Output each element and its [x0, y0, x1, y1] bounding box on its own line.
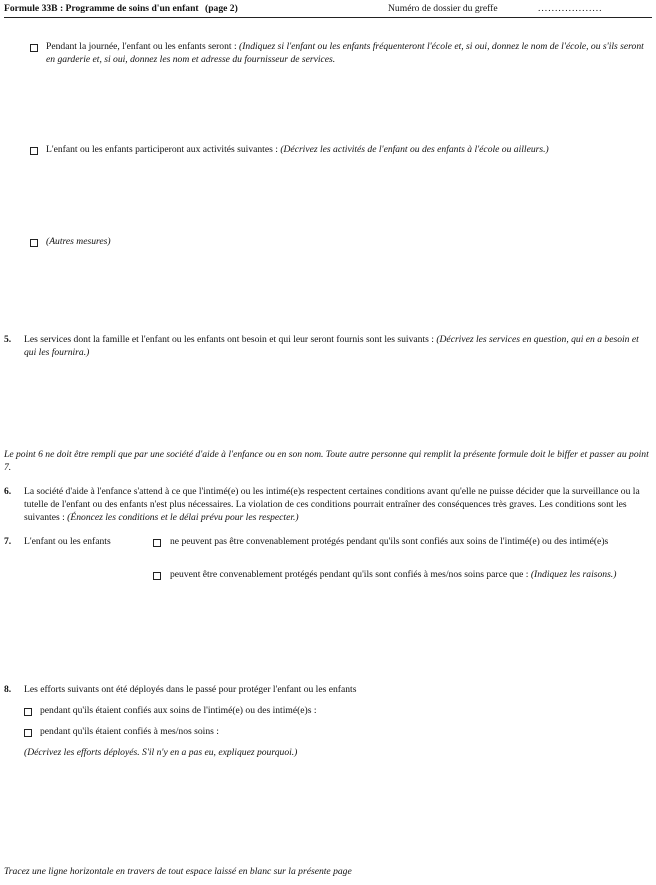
section-7-option-b-checkbox[interactable] — [153, 572, 161, 580]
daytime-checkbox[interactable] — [30, 44, 38, 52]
section-8-option-a-checkbox[interactable] — [24, 708, 32, 716]
section-7-option-b-text: peuvent être convenablement protégés pendant qu'ils sont confiés à mes/nos soins parce que : — [170, 569, 531, 580]
header-rule — [4, 17, 652, 18]
other-instruction: (Autres mesures) — [46, 236, 111, 247]
daytime-instruction: (Indiquez si l'enfant ou les enfants fréquenteront l'école et, si oui, donnez le nom de l'école, ou s'ils seront en garderie et, si oui, donnez les nom et adresse du fournisseur de services. — [46, 41, 644, 65]
note-point-6: Le point 6 ne doit être rempli que par une société d'aide à l'enfance ou en son nom. Toute autre personne qui remplit la présente formule doit le biffer et passer au point 7. — [4, 449, 649, 473]
activities-instruction: (Décrivez les activités de l'enfant ou des enfants à l'école ou ailleurs.) — [280, 144, 549, 155]
section-5-body: Les services dont la famille et l'enfant ou les enfants ont besoin et qui leur seront fournis sont les suivants : — [24, 334, 437, 345]
page-label: (page 2) — [205, 3, 238, 14]
section-8-option-a: pendant qu'ils étaient confiés aux soins de l'intimé(e) ou des intimé(e)s : — [40, 705, 317, 716]
section-5-instruction: (Décrivez les services en question, qui en a besoin et qui les fournira.) — [24, 334, 639, 358]
daytime-item — [46, 41, 650, 67]
other-checkbox[interactable] — [30, 239, 38, 247]
section-6-number: 6. — [4, 486, 12, 497]
section-7-label: L'enfant ou les enfants — [24, 536, 111, 547]
section-7-option-b-instruction: (Indiquez les raisons.) — [530, 569, 617, 580]
section-5-text — [24, 334, 650, 360]
section-8-number: 8. — [4, 684, 12, 695]
section-6-body: La société d'aide à l'enfance s'attend à ce que l'intimé(e) ou les intimé(e)s respectent certaines conditions avant qu'elle ne puisse décider que la surveillance ou la tutelle de l'enfant ou des enfants n'est plus nécessaires. La violation de ces conditions pourrait entraîner des conséquences très graves. Les conditions sont les suivantes : — [24, 486, 640, 523]
activities-item — [46, 144, 650, 157]
section-6-instruction: (Énoncez les conditions et le délai prévu pour les respecter.) — [67, 511, 299, 523]
activities-checkbox[interactable] — [30, 147, 38, 155]
court-file-number-field[interactable]: ................... — [538, 3, 603, 14]
activities-text: L'enfant ou les enfants participeront aux activités suivantes : — [46, 144, 281, 155]
daytime-text: Pendant la journée, l'enfant ou les enfants seront : — [46, 41, 240, 52]
footer-note: Tracez une ligne horizontale en travers de tout espace laissé en blanc sur la présente page — [4, 866, 352, 877]
section-8-option-b: pendant qu'ils étaient confiés à mes/nos soins : — [40, 726, 219, 737]
section-5-number: 5. — [4, 334, 12, 345]
section-8-text: Les efforts suivants ont été déployés dans le passé pour protéger l'enfant ou les enfants — [24, 684, 357, 695]
section-7-number: 7. — [4, 536, 12, 547]
section-6-text — [24, 486, 650, 524]
section-8-instruction: (Décrivez les efforts déployés. S'il n'y en a pas eu, expliquez pourquoi.) — [24, 747, 298, 758]
section-7-option-a: ne peuvent pas être convenablement protégés pendant qu'ils sont confiés aux soins de l'intimé(e) ou des intimé(e)s — [170, 536, 609, 547]
form-title: Formule 33B : Programme de soins d'un enfant — [4, 3, 199, 14]
section-7-option-a-checkbox[interactable] — [153, 539, 161, 547]
court-file-label: Numéro de dossier du greffe — [388, 3, 498, 14]
section-8-option-b-checkbox[interactable] — [24, 729, 32, 737]
section-7-option-b — [170, 569, 648, 582]
